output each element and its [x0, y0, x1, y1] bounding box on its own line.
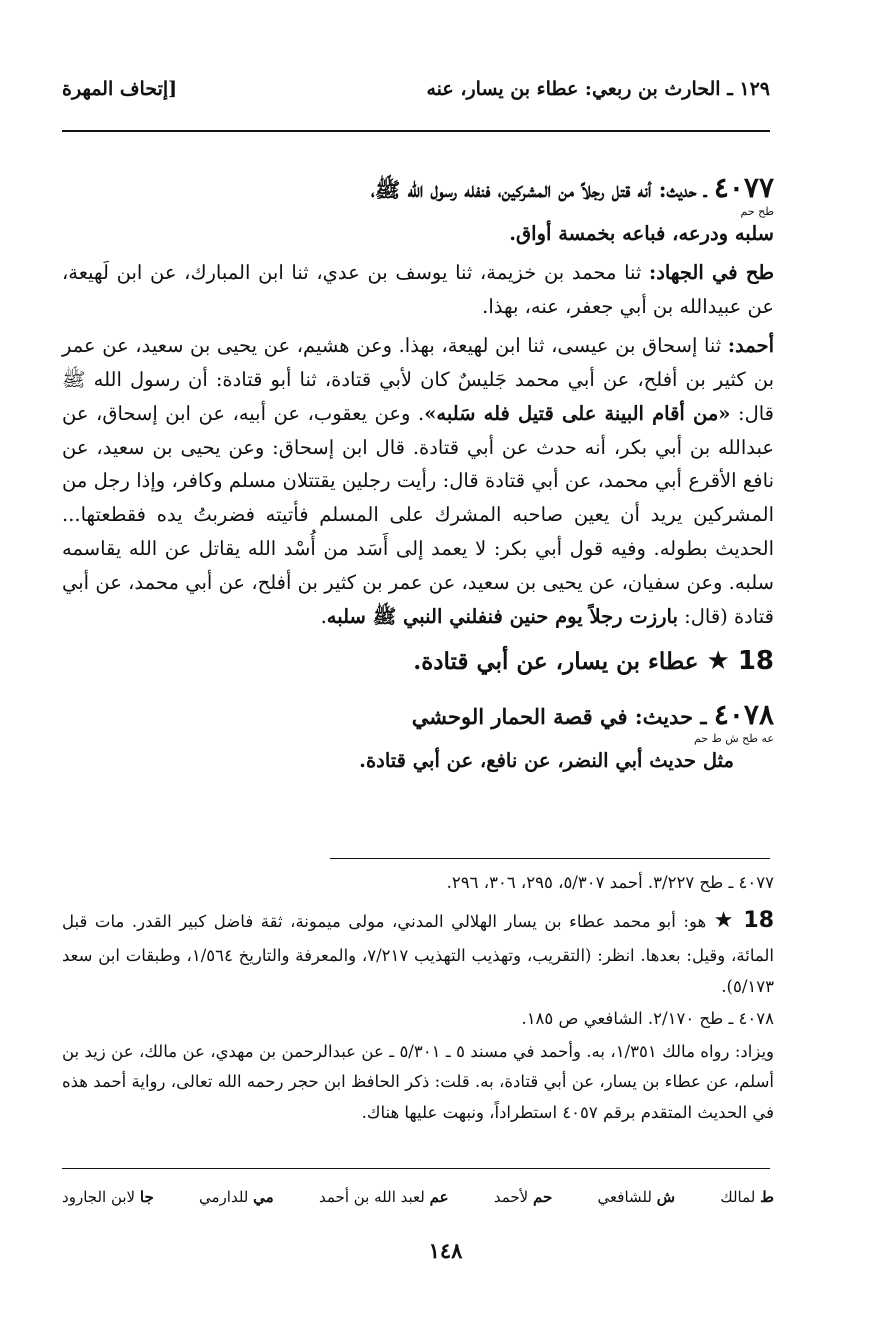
legend-item — [494, 1188, 552, 1206]
legend-sigla: ط — [760, 1188, 774, 1206]
legend-item — [598, 1188, 675, 1206]
narrator-section-heading — [62, 639, 774, 684]
hadith-continuation: سلبه ودرعه، فباعه بخمسة أواق. — [509, 222, 774, 245]
header-book-title: [إتحاف المهرة — [62, 78, 178, 100]
legend-item — [319, 1188, 449, 1206]
page-number: ١٤٨ — [428, 1238, 463, 1263]
legend-label: لأحمد — [493, 1188, 533, 1206]
footnote: ٤٠٧٨ ـ طح ٢/١٧٠. الشافعي ص ١٨٥. — [521, 1009, 774, 1029]
paragraph-text: . وعن يعقوب، عن أبيه، عن ابن إسحاق، عن عبدالله بن أبي بكر، أنه حدث عن أبي قتادة. قال ابن إسحاق: وعن يحيى بن سعيد، عن نافع الأقرع أبي محمد، عن أبي قتادة قال: رأيت رجلين يقتتلان مسلم وكافر، وإذا رجل من المشركين يريد أن يعين صاحبه المشرك على المسلم فأتيته فضربتُ يده فقطعتها... الحديث بطوله. وفيه قول أبي بكر: لا يعمد إلى أَسَد من أُسْد الله يقاتل عن الله يقاسمه سلبه. وعن سفيان، عن يحيى بن سعيد، عن عمر بن كثير بن أفلح، عن أبي محمد، عن أبي قتادة (قال: — [62, 401, 774, 629]
section-title: عطاء بن يسار، عن أبي قتادة. — [413, 648, 699, 676]
hadith-continuation: مثل حديث أبي النضر، عن نافع، عن أبي قتادة. — [359, 749, 734, 773]
hadith-number: ٤٠٧٧ — [713, 171, 774, 204]
hadith-number: ٤٠٧٨ — [713, 698, 774, 732]
star-icon: ★ — [706, 646, 730, 677]
star-icon: ★ — [713, 907, 736, 933]
legend-item — [720, 1188, 774, 1206]
header-rule — [62, 130, 770, 132]
source-lead: أحمد: — [727, 333, 774, 357]
running-header — [62, 78, 770, 100]
legend-sigla: عم — [429, 1188, 449, 1206]
prophetic-quote: بارزت رجلاً يوم حنين فنفلني النبي ﷺ سلبه — [326, 605, 678, 629]
hadith-sigla: طح حم — [740, 205, 774, 218]
main-text — [62, 163, 774, 783]
legend-sigla: ش — [656, 1188, 676, 1206]
legend-sigla: جا — [139, 1188, 154, 1206]
legend-label: لعبد الله بن أحمد — [319, 1188, 430, 1206]
prophetic-quote: «من أقام البينة على قتيل فله سَلبه» — [424, 401, 731, 425]
footnote: ٤٠٧٧ ـ طح ٣/٢٢٧. أحمد ٥/٣٠٧، ٢٩٥، ٣٠٦، ٢٩٦. — [446, 873, 774, 892]
section-number: 18 — [737, 646, 774, 677]
footnote: ويزاد: رواه مالك ١/٣٥١، به. وأحمد في مسند ٥ ـ ٥/٣٠١ ـ عن عبدالرحمن بن مهدي، عن مالك، عن زيد بن أسلم، عن عطاء بن يسار، عن أبي قتادة، به. قلت: ذكر الحافظ ابن حجر رحمه الله تعالى، رواية أحمد هذه في الحديث المتقدم برقم ٤٠٥٧ استطراداً، ونبهت عليها هناك. — [62, 1041, 775, 1122]
legend-sigla: مي — [253, 1188, 274, 1206]
paragraph-ahmad — [62, 329, 774, 634]
paragraph-text: . — [320, 605, 327, 629]
footnote-rule — [330, 858, 770, 859]
hadith-sigla: عه طح ش ط حم — [693, 732, 774, 746]
hadith-4078-heading — [62, 690, 774, 739]
legend-label: للدارمي — [199, 1188, 254, 1206]
footnote-number: 18 — [743, 907, 775, 933]
legend-label: لمالك — [720, 1188, 761, 1206]
legend-item — [62, 1188, 154, 1206]
sigla-legend — [62, 1188, 774, 1206]
legend-label: لابن الجارود — [62, 1188, 140, 1206]
paragraph-text: ثنا محمد بن خزيمة، ثنا يوسف بن عدي، ثنا ابن المبارك، عن ابن لَهيعة، عن عبيدالله بن أبي جعفر، عنه، بهذا. — [62, 260, 774, 318]
header-chapter-title: ١٢٩ ـ الحارث بن ربعي: عطاء بن يسار، عنه — [426, 78, 770, 100]
footnote — [62, 901, 774, 1003]
legend-rule — [62, 1168, 770, 1169]
legend-sigla: حم — [532, 1188, 553, 1206]
legend-label: للشافعي — [597, 1188, 657, 1206]
paragraph-text: ثنا إسحاق بن عيسى، ثنا ابن لهيعة، بهذا. وعن هشيم، عن يحيى بن سعيد، عن عمر بن كثير بن أفلح، عن أبي محمد جَليسٌ كان لأبي قتادة، ثنا أبو قتادة: أن رسول الله ﷺ قال: — [62, 333, 774, 425]
source-lead: طح في الجهاد: — [649, 260, 774, 284]
legend-item — [199, 1188, 274, 1206]
hadith-title: ـ حديث: أنه قتل رجلاً من المشركين، فنفله رسول الله ﷺ، — [370, 177, 714, 202]
hadith-title: ـ حديث: في قصة الحمار الوحشي — [411, 704, 714, 730]
footnote-text: هو: أبو محمد عطاء بن يسار الهلالي المدني، مولى ميمونة، ثقة فاضل كبير القدر. مات قبل المائة، وقيل: بعدها. انظر: (التقريب، وتهذيب التهذيب ٧/٢١٧، والمعرفة والتاريخ ١/٥٦٤، وطبقات ابن سعد ٥/١٧٣). — [62, 911, 774, 996]
footnotes — [62, 868, 774, 1130]
hadith-4077-heading — [62, 163, 774, 212]
paragraph-tahawi — [62, 256, 774, 324]
